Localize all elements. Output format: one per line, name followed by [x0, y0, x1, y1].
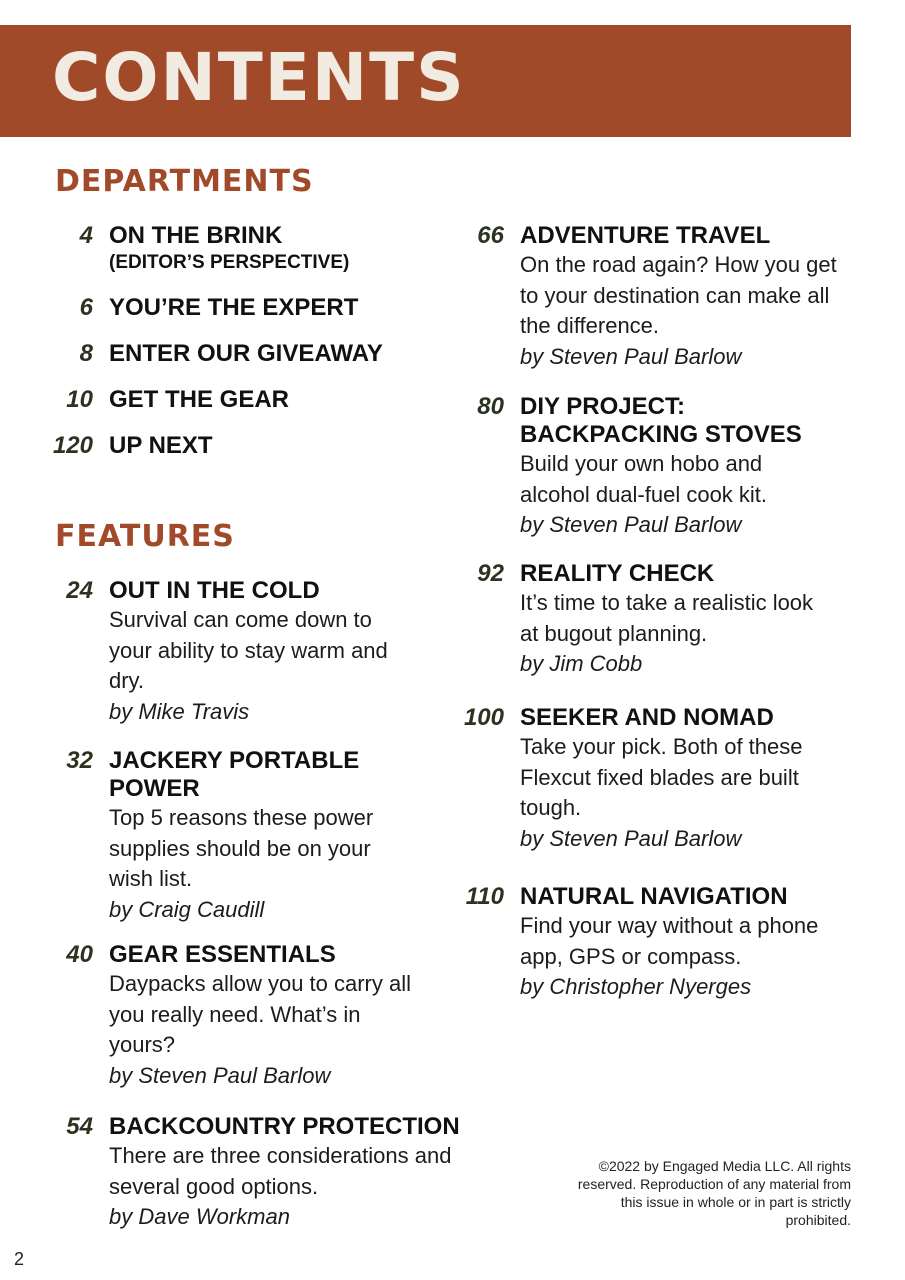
item-byline: by Craig Caudill	[109, 896, 265, 922]
item-title: BACKCOUNTRY PROTECTION	[109, 1113, 460, 1140]
item-title: NATURAL NAVIGATION	[520, 883, 788, 910]
item-title: JACKERY PORTABLE POWER	[109, 747, 360, 802]
item-title: ADVENTURE TRAVEL	[520, 222, 771, 249]
item-description: Daypacks allow you to carry all you really need. What’s in yours?	[109, 971, 412, 1057]
page-number: 100	[463, 704, 504, 731]
copyright-notice: ©2022 by Engaged Media LLC. All rights reserved. Reproduction of any material from this issue in whole or in part is strictly prohibited.	[577, 1158, 851, 1228]
item-subtitle: (EDITOR’S PERSPECTIVE)	[109, 252, 350, 273]
item-title: DIY PROJECT: BACKPACKING STOVES	[520, 393, 802, 448]
contents-banner	[0, 25, 851, 137]
page-number-footer: 2	[14, 1249, 25, 1269]
item-byline: by Steven Paul Barlow	[109, 1062, 331, 1088]
item-title: GEAR ESSENTIALS	[109, 941, 336, 968]
page-number: 110	[465, 883, 504, 910]
page-number: 40	[66, 941, 93, 968]
item-title: YOU’RE THE EXPERT	[109, 294, 359, 321]
item-title: REALITY CHECK	[520, 560, 715, 587]
item-byline: by Steven Paul Barlow	[520, 512, 742, 537]
page-title: CONTENTS	[52, 39, 466, 116]
page-number: 24	[66, 577, 93, 604]
item-description: It’s time to take a realistic look at bugout planning.	[520, 590, 814, 646]
page-number: 92	[477, 560, 504, 587]
item-description: On the road again? How you get to your destination can make all the difference.	[520, 252, 837, 338]
page-number: 66	[477, 222, 504, 249]
item-byline: by Jim Cobb	[520, 651, 643, 676]
item-title: SEEKER AND NOMAD	[520, 704, 774, 731]
departments-heading: DEPARTMENTS	[55, 164, 314, 199]
item-description: Build your own hobo and alcohol dual-fuel cook kit.	[520, 451, 768, 507]
item-title: UP NEXT	[109, 432, 213, 459]
item-description: Find your way without a phone app, GPS or compass.	[520, 913, 819, 969]
page-number: 54	[66, 1113, 93, 1140]
item-description: Top 5 reasons these power supplies should be on your wish list.	[109, 805, 374, 891]
page-number: 4	[79, 222, 93, 249]
item-title: OUT IN THE COLD	[109, 577, 320, 604]
item-description: There are three considerations and several good options.	[109, 1143, 452, 1199]
page-number: 8	[79, 340, 93, 367]
page-number: 10	[66, 386, 93, 413]
item-byline: by Mike Travis	[109, 698, 250, 724]
page-number: 6	[79, 294, 93, 321]
item-byline: by Steven Paul Barlow	[520, 825, 742, 851]
page-number: 80	[477, 393, 504, 420]
item-byline: by Christopher Nyerges	[520, 974, 752, 999]
features-heading: FEATURES	[55, 519, 235, 554]
page-number: 32	[66, 747, 93, 774]
item-description: Survival can come down to your ability to stay warm and dry.	[109, 607, 388, 693]
item-title: GET THE GEAR	[109, 386, 290, 413]
item-title: ENTER OUR GIVEAWAY	[109, 340, 383, 367]
item-byline: by Dave Workman	[109, 1204, 290, 1229]
item-byline: by Steven Paul Barlow	[520, 343, 742, 369]
page-number: 120	[52, 432, 93, 459]
item-description: Take your pick. Both of these Flexcut fixed blades are built tough.	[520, 734, 803, 820]
item-title: ON THE BRINK	[109, 222, 283, 249]
